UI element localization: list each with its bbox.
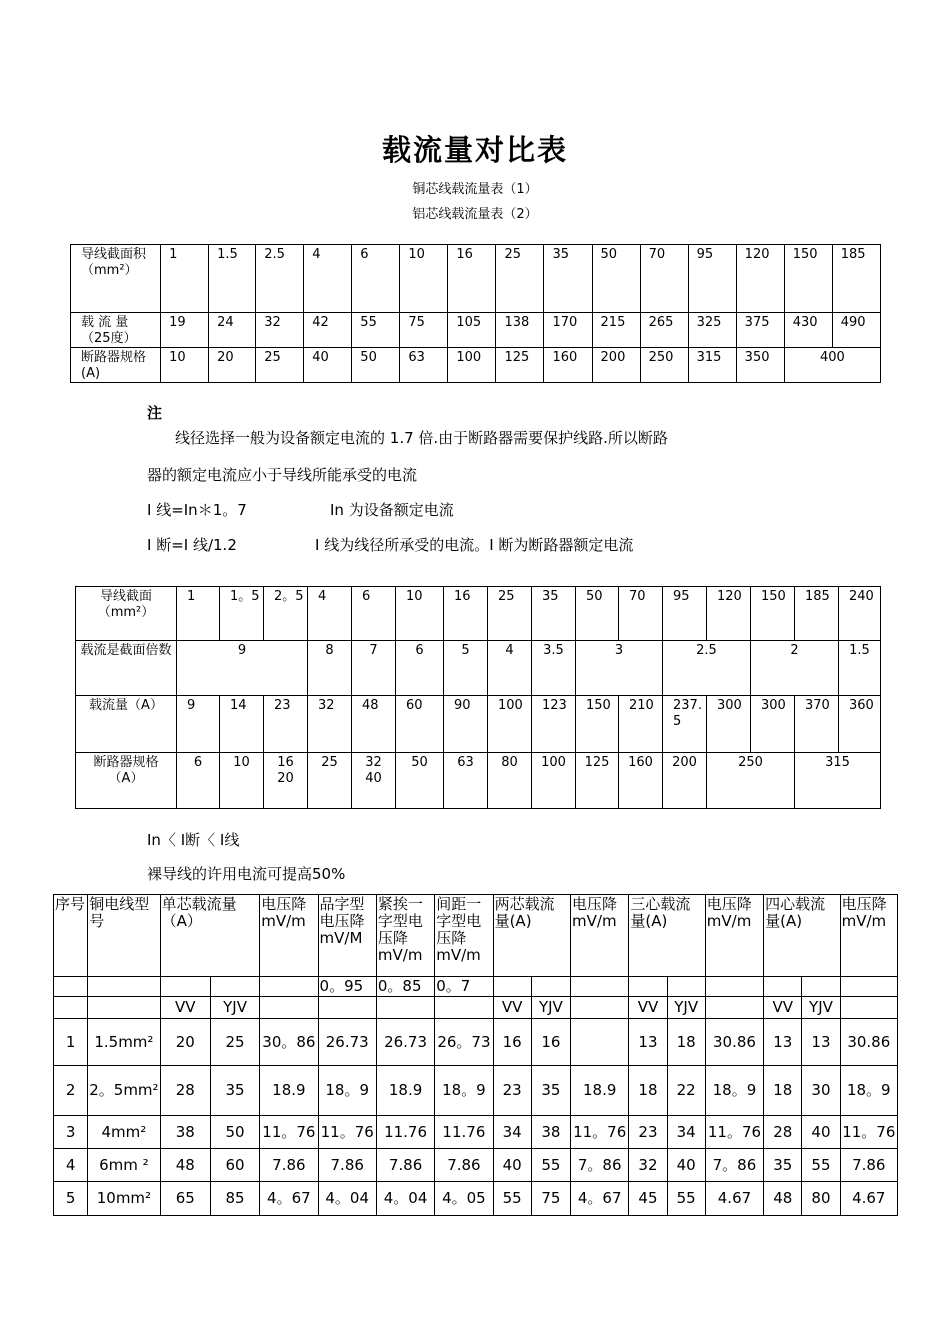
- page-title: 载流量对比表: [381, 133, 568, 167]
- table-cell: 250: [707, 753, 795, 809]
- table-cell: 375: [736, 313, 784, 348]
- table-cell: 16: [448, 245, 496, 313]
- table-row: [76, 753, 881, 809]
- table-cell: 120: [707, 587, 751, 641]
- table-cell: 40: [304, 348, 352, 383]
- table-cell: 4.67: [705, 1182, 763, 1216]
- table-cell: 25: [210, 1019, 259, 1066]
- table-cell: 13: [802, 1019, 840, 1066]
- formula-2: I 断=I 线/1.2: [147, 536, 237, 554]
- table-cell: 40: [802, 1116, 840, 1149]
- table-cell: 18.9: [376, 1066, 434, 1116]
- row-label-breaker: 断路器规格(A): [71, 348, 161, 383]
- table-cell: 45: [629, 1182, 667, 1216]
- wire-model: 10mm²: [88, 1182, 160, 1216]
- sub-header-yjv: YJV: [210, 997, 259, 1019]
- table-cell: 10: [220, 753, 264, 809]
- table-row: [54, 977, 898, 997]
- formula-1-desc: In 为设备额定电流: [330, 501, 454, 519]
- table-cell: 80: [802, 1182, 840, 1216]
- table-cell: 3: [576, 641, 663, 696]
- table-cell: 6: [396, 641, 444, 696]
- table-cell: 490: [832, 313, 880, 348]
- table-cell: 50: [396, 753, 444, 809]
- table-cell: 18。9: [705, 1066, 763, 1116]
- table-cell: 16: [493, 1019, 531, 1066]
- table-cell: 90: [444, 696, 488, 753]
- formula-2-desc: I 线为线径所承受的电流。I 断为断路器额定电流: [315, 536, 634, 554]
- table-cell: 4: [308, 587, 352, 641]
- table-cell: 185: [832, 245, 880, 313]
- factor-cell: 0。7: [435, 977, 493, 997]
- table-cell: 34: [667, 1116, 705, 1149]
- table-cell: 14: [220, 696, 264, 753]
- table-cell: 315: [795, 753, 881, 809]
- header-no: 序号: [54, 895, 88, 977]
- table-cell: 123: [532, 696, 576, 753]
- table-cell: 1: [161, 245, 209, 313]
- table-cell: 120: [736, 245, 784, 313]
- table-cell: 32: [308, 696, 352, 753]
- table-cell: 2.5: [663, 641, 751, 696]
- row-number: 1: [54, 1019, 88, 1066]
- table-cell: 70: [640, 245, 688, 313]
- table-cell: 48: [764, 1182, 802, 1216]
- table-cell: 215: [592, 313, 640, 348]
- table-cell: 60: [396, 696, 444, 753]
- table-cell: 5: [444, 641, 488, 696]
- row-label-multiple: 载流是截面倍数: [76, 641, 177, 696]
- table-cell: 9: [177, 641, 308, 696]
- table-cell: 16 20: [264, 753, 308, 809]
- table-cell: 11。76: [571, 1116, 629, 1149]
- table-cell: 185: [795, 587, 839, 641]
- row-label-section: 导线截面积（mm²）: [71, 245, 161, 313]
- table-cell: 11。76: [318, 1116, 376, 1149]
- table-cell: 4。04: [376, 1182, 434, 1216]
- table-cell: 10: [400, 245, 448, 313]
- note-heading: 注: [147, 404, 163, 422]
- wire-model: 4mm²: [88, 1116, 160, 1149]
- table-cell: 16: [531, 1019, 570, 1066]
- table-row: [76, 587, 881, 641]
- table-cell: 3.5: [532, 641, 576, 696]
- table-cell: 26.73: [376, 1019, 434, 1066]
- table-cell: 20: [160, 1019, 210, 1066]
- table-row: [54, 997, 898, 1019]
- table-cell: 11。76: [705, 1116, 763, 1149]
- wire-model: 2。5mm²: [88, 1066, 160, 1116]
- sub-header-yjv: YJV: [667, 997, 705, 1019]
- header-model: 铜电线型号: [88, 895, 160, 977]
- row-number: 2: [54, 1066, 88, 1116]
- header-flat-spaced: 间距一字型电压降mV/m: [435, 895, 493, 977]
- table-cell: 1.5: [839, 641, 881, 696]
- table-aluminum-current: [75, 586, 881, 809]
- header-vdrop: 电压降mV/m: [840, 895, 897, 977]
- table-cell: 50: [576, 587, 619, 641]
- table-cell: 85: [210, 1182, 259, 1216]
- table-cell: 18: [629, 1066, 667, 1116]
- table-cell: 75: [531, 1182, 570, 1216]
- table-cell: 18。9: [840, 1066, 897, 1116]
- table-cell: 63: [444, 753, 488, 809]
- table-cell: 16: [444, 587, 488, 641]
- table-row: [76, 641, 881, 696]
- table-cell: 4: [488, 641, 532, 696]
- table-cell: 100: [448, 348, 496, 383]
- table-row: [54, 1019, 898, 1066]
- table-cell: 30: [802, 1066, 840, 1116]
- table-row: [54, 895, 898, 977]
- table-cell: 250: [640, 348, 688, 383]
- table-cell: 325: [688, 313, 736, 348]
- row-number: 3: [54, 1116, 88, 1149]
- table-cell: 30.86: [705, 1019, 763, 1066]
- table-cell: 150: [576, 696, 619, 753]
- table-cell: 35: [531, 1066, 570, 1116]
- table-cell: 6: [177, 753, 220, 809]
- table-cell: 4。05: [435, 1182, 493, 1216]
- table-cell: 80: [488, 753, 532, 809]
- table-cell: 26。73: [435, 1019, 493, 1066]
- table-cell: 11.76: [435, 1116, 493, 1149]
- table-cell: 18: [764, 1066, 802, 1116]
- table-cell: 42: [304, 313, 352, 348]
- header-vdrop: 电压降mV/m: [705, 895, 763, 977]
- row-label-current: 载流量（A）: [76, 696, 177, 753]
- row-number: 4: [54, 1149, 88, 1182]
- table-cell: 23: [493, 1066, 531, 1116]
- table-row: [71, 348, 881, 383]
- relation-text: In〈 I断〈 I线: [147, 831, 240, 849]
- table-cell: 200: [663, 753, 707, 809]
- sub-header-vv: VV: [764, 997, 802, 1019]
- table-cell: 25: [308, 753, 352, 809]
- table-cell: 55: [802, 1149, 840, 1182]
- header-vdrop: 电压降mV/m: [571, 895, 629, 977]
- header-single-core: 单芯载流量（A）: [160, 895, 260, 977]
- table-cell: 1: [177, 587, 220, 641]
- table-cell: 32: [256, 313, 304, 348]
- note-line-1: 线径选择一般为设备额定电流的 1.7 倍.由于断路器需要保护线路.所以断路: [175, 429, 668, 447]
- table-cell: 430: [784, 313, 832, 348]
- row-label-current: 载 流 量（25度）: [71, 313, 161, 348]
- table-cell: 55: [531, 1149, 570, 1182]
- sub-header-yjv: YJV: [531, 997, 570, 1019]
- header-trefoil: 品字型电压降mV/M: [318, 895, 376, 977]
- table-cell: 10: [396, 587, 444, 641]
- table-cell: 210: [619, 696, 663, 753]
- table-cell: 4.67: [840, 1182, 897, 1216]
- table-cell: 2。5: [264, 587, 308, 641]
- table-cell: 1。5: [220, 587, 264, 641]
- header-three-core: 三心载流量(A): [629, 895, 705, 977]
- table-cell: 25: [256, 348, 304, 383]
- table-cell: 4: [304, 245, 352, 313]
- subtitle-copper: 铜芯线载流量表（1）: [412, 182, 538, 197]
- table-cell: 240: [839, 587, 881, 641]
- table-cell: 48: [160, 1149, 210, 1182]
- table-cell: 7。86: [571, 1149, 629, 1182]
- table-cell: 63: [400, 348, 448, 383]
- table-cell: 8: [308, 641, 352, 696]
- table-cell: 2: [751, 641, 839, 696]
- table-cell: 35: [532, 587, 576, 641]
- table-cell: 25: [488, 587, 532, 641]
- table-cell: 315: [688, 348, 736, 383]
- table-cell: 95: [663, 587, 707, 641]
- table-cell: 1.5: [209, 245, 256, 313]
- table-cell: 50: [352, 348, 400, 383]
- table-row: [54, 1182, 898, 1216]
- table-copper-voltage-drop: [53, 894, 898, 1216]
- table-cell: 20: [209, 348, 256, 383]
- table-cell: 105: [448, 313, 496, 348]
- table-cell: 100: [488, 696, 532, 753]
- table-cell: 50: [210, 1116, 259, 1149]
- table-cell: 300: [707, 696, 751, 753]
- table-cell: 18.9: [260, 1066, 318, 1116]
- table-cell: 265: [640, 313, 688, 348]
- note-line-2: 器的额定电流应小于导线所能承受的电流: [147, 466, 418, 484]
- table-cell: 25: [496, 245, 544, 313]
- table-cell: 11.76: [376, 1116, 434, 1149]
- table-cell: 150: [784, 245, 832, 313]
- table-cell: 4。67: [260, 1182, 318, 1216]
- table-cell: 22: [667, 1066, 705, 1116]
- wire-model: 1.5mm²: [88, 1019, 160, 1066]
- table-cell: 60: [210, 1149, 259, 1182]
- table-cell: 150: [751, 587, 795, 641]
- table-cell: 7.86: [260, 1149, 318, 1182]
- table-cell: 300: [751, 696, 795, 753]
- table-cell: 38: [531, 1116, 570, 1149]
- table-cell: 13: [629, 1019, 667, 1066]
- header-flat-touch: 紧挨一字型电压降mV/m: [376, 895, 434, 977]
- table-cell: 360: [839, 696, 881, 753]
- table-cell: 11。76: [840, 1116, 897, 1149]
- factor-cell: 0。95: [318, 977, 376, 997]
- table-cell: 7.86: [318, 1149, 376, 1182]
- table-cell: 55: [352, 313, 400, 348]
- table-cell: 23: [264, 696, 308, 753]
- row-label-section: 导线截面（mm²）: [76, 587, 177, 641]
- table-cell: 350: [736, 348, 784, 383]
- table-cell: 4。67: [571, 1182, 629, 1216]
- table-cell: 34: [493, 1116, 531, 1149]
- table-cell: 200: [592, 348, 640, 383]
- table-cell: 10: [161, 348, 209, 383]
- table-cell: 35: [764, 1149, 802, 1182]
- table-cell: 30.86: [840, 1019, 897, 1066]
- table-row: [76, 696, 881, 753]
- table-cell: 18。9: [318, 1066, 376, 1116]
- table-cell: 13: [764, 1019, 802, 1066]
- table-cell: 38: [160, 1116, 210, 1149]
- table-cell: 2.5: [256, 245, 304, 313]
- table-cell: 32: [629, 1149, 667, 1182]
- table-cell: 4。04: [318, 1182, 376, 1216]
- table-cell: 11。76: [260, 1116, 318, 1149]
- table-cell: 7。86: [705, 1149, 763, 1182]
- table-row: [71, 245, 881, 313]
- table-cell: 125: [496, 348, 544, 383]
- table-row: [54, 1116, 898, 1149]
- header-vdrop: 电压降mV/m: [260, 895, 318, 977]
- table-cell: 160: [544, 348, 592, 383]
- table-cell: 26.73: [318, 1019, 376, 1066]
- table-cell: 125: [576, 753, 619, 809]
- table-cell: 6: [352, 245, 400, 313]
- table-cell: 237.5: [663, 696, 707, 753]
- sub-header-yjv: YJV: [802, 997, 840, 1019]
- formula-1: I 线=In＊1。7: [147, 501, 247, 519]
- table-cell: 65: [160, 1182, 210, 1216]
- table-cell: 7: [352, 641, 396, 696]
- sub-header-vv: VV: [493, 997, 531, 1019]
- table-cell: 75: [400, 313, 448, 348]
- table-cell: 48: [352, 696, 396, 753]
- table-cell: 55: [667, 1182, 705, 1216]
- table-row: [54, 1066, 898, 1116]
- table-cell: [571, 1019, 629, 1066]
- table-cell: 9: [177, 696, 220, 753]
- table-cell: 28: [764, 1116, 802, 1149]
- table-cell: 7.86: [376, 1149, 434, 1182]
- sub-header-vv: VV: [629, 997, 667, 1019]
- table-cell: 35: [210, 1066, 259, 1116]
- subtitle-aluminum: 铝芯线载流量表（2）: [412, 207, 538, 222]
- table-copper-current: [70, 244, 881, 383]
- table-cell: 160: [619, 753, 663, 809]
- table-cell: 18: [667, 1019, 705, 1066]
- row-label-breaker: 断路器规格（A）: [76, 753, 177, 809]
- table-cell: 28: [160, 1066, 210, 1116]
- table-cell: 35: [544, 245, 592, 313]
- table-cell: 95: [688, 245, 736, 313]
- table-cell: 138: [496, 313, 544, 348]
- table-row: [71, 313, 881, 348]
- header-four-core: 四心载流量(A): [764, 895, 840, 977]
- factor-cell: 0。85: [376, 977, 434, 997]
- row-number: 5: [54, 1182, 88, 1216]
- table-cell: 55: [493, 1182, 531, 1216]
- bare-wire-note: 裸导线的许用电流可提高50%: [147, 865, 346, 883]
- table-cell: 400: [784, 348, 880, 383]
- table-cell: 6: [352, 587, 396, 641]
- table-cell: 40: [493, 1149, 531, 1182]
- table-cell: 24: [209, 313, 256, 348]
- sub-header-vv: VV: [160, 997, 210, 1019]
- table-cell: 19: [161, 313, 209, 348]
- table-cell: 170: [544, 313, 592, 348]
- table-cell: 70: [619, 587, 663, 641]
- table-cell: 100: [532, 753, 576, 809]
- table-cell: 32 40: [352, 753, 396, 809]
- table-cell: 7.86: [435, 1149, 493, 1182]
- table-cell: 18。9: [435, 1066, 493, 1116]
- table-cell: 23: [629, 1116, 667, 1149]
- table-cell: 370: [795, 696, 839, 753]
- table-cell: 18.9: [571, 1066, 629, 1116]
- table-cell: 7.86: [840, 1149, 897, 1182]
- table-cell: 30。86: [260, 1019, 318, 1066]
- table-cell: 40: [667, 1149, 705, 1182]
- wire-model: 6mm ²: [88, 1149, 160, 1182]
- table-cell: 50: [592, 245, 640, 313]
- table-row: [54, 1149, 898, 1182]
- header-two-core: 两芯载流量(A): [493, 895, 570, 977]
